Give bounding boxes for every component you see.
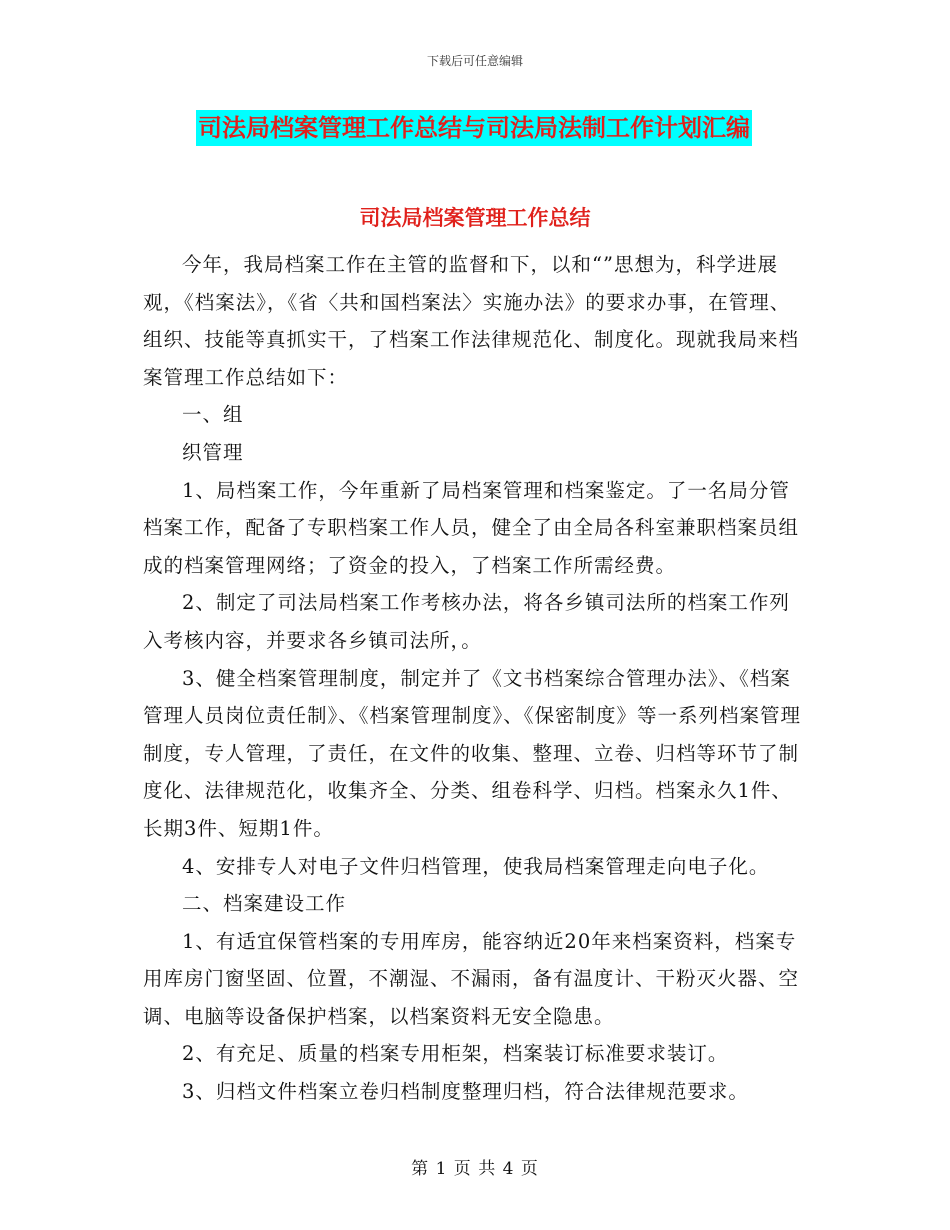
document-title: 司法局档案管理工作总结与司法局法制工作计划汇编 xyxy=(196,110,752,146)
document-body xyxy=(143,246,808,1111)
section-title: 司法局档案管理工作总结 xyxy=(359,206,591,230)
page-number: 第 1 页 共 4 页 xyxy=(411,1159,539,1179)
paragraph-item: 1、局档案工作，今年重新了局档案管理和档案鉴定。了一名局分管档案工作，配备了专职档案工作人员，健全了由全局各科室兼职档案员组成的档案管理网络；了资金的投入，了档案工作所需经费。 xyxy=(143,478,800,577)
heading-2: 二、档案建设工作 xyxy=(182,892,347,916)
paragraph-item: 3、健全档案管理制度，制定并了《文书档案综合管理办法》、《档案管理人员岗位责任制》、《档案管理制度》、《保密制度》等一系列档案管理制度，专人管理，了责任，在文件的收集、整理、立卷、归档等环节了制度化、法律规范化，收集齐全、分类、组卷科学、归档。档案永久1件、长期3件、短期1件。 xyxy=(143,666,802,840)
paragraph-item: 1、有适宜保管档案的专用库房，能容纳近20年来档案资料，档案专用库房门窗坚固、位置，不潮湿、不漏雨，备有温度计、干粉灭火器、空调、电脑等设备保护档案，以档案资料无安全隐患。 xyxy=(143,929,800,1028)
heading-1b: 织管理 xyxy=(182,440,244,464)
paragraph-item: 4、安排专人对电子文件归档管理，使我局档案管理走向电子化。 xyxy=(182,854,770,878)
paragraph-item: 2、有充足、质量的档案专用柜架，档案装订标准要求装订。 xyxy=(182,1042,729,1066)
paragraph-item: 3、归档文件档案立卷归档制度整理归档，符合法律规范要求。 xyxy=(182,1080,749,1104)
header-note: 下载后可任意编辑 xyxy=(426,54,523,68)
heading-1a: 一、组 xyxy=(182,403,244,427)
paragraph-item: 2、制定了司法局档案工作考核办法，将各乡镇司法所的档案工作列入考核内容，并要求各乡镇司法所，。 xyxy=(143,591,790,652)
paragraph-intro: 今年，我局档案工作在主管的监督和下，以和“”思想为，科学进展观，《档案法》，《省〈共和国档案法〉实施办法》的要求办事，在管理、组织、技能等真抓实干，了档案工作法律规范化、制度化。现就我局来档案管理工作总结如下： xyxy=(143,253,800,389)
